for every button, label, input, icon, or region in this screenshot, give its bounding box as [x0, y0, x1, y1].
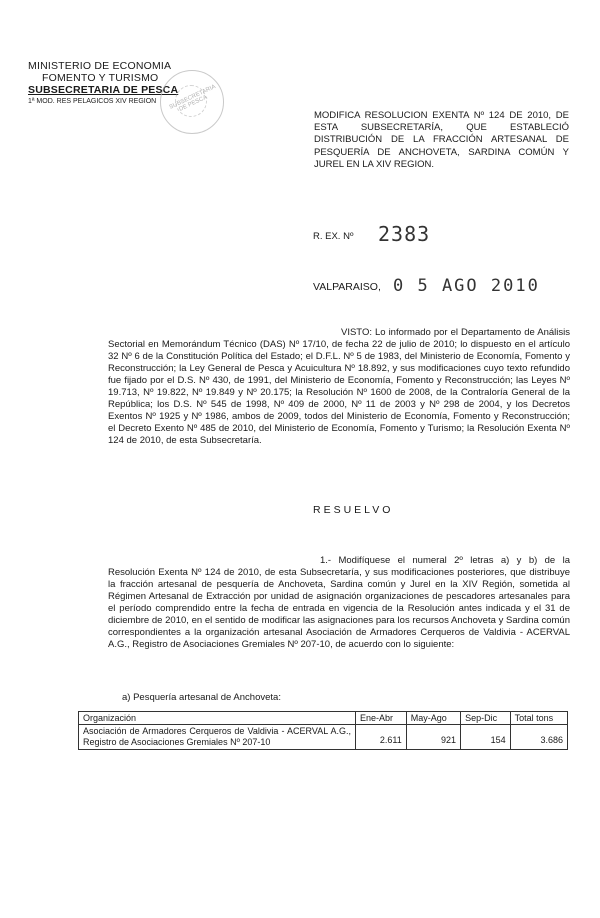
col-header-may-ago: May-Ago	[406, 712, 460, 725]
cell-total-tons: 3.686	[510, 725, 567, 750]
col-header-organizacion: Organización	[79, 712, 356, 725]
col-header-total-tons: Total tons	[510, 712, 567, 725]
cell-ene-abr: 2.611	[356, 725, 407, 750]
place: VALPARAISO,	[313, 281, 381, 293]
col-header-ene-abr: Ene-Abr	[356, 712, 407, 725]
document-reference: 1ª MOD. RES PELAGICOS XIV REGION	[28, 98, 157, 105]
ministry-line-2: FOMENTO Y TURISMO	[42, 72, 159, 84]
seal-text: SUBSECRETARIA DE PESCA	[168, 84, 217, 113]
cell-may-ago: 921	[406, 725, 460, 750]
section-a-heading: a) Pesquería artesanal de Anchoveta:	[122, 692, 281, 703]
resolution-subject: MODIFICA RESOLUCION EXENTA Nº 124 DE 2010, DE ESTA SUBSECRETARÍA, QUE ESTABLECIÓ DISTRIBUCIÓN DE LA FRACCIÓN ARTESANAL DE PESQUERÍA DE ANCHOVETA, SARDINA COMÚN Y JUREL EN LA XIV REGION.	[314, 110, 569, 170]
resuelvo-heading: RESUELVO	[313, 504, 394, 516]
table-header-row	[79, 712, 568, 725]
resolution-number-label: R. EX. Nº	[313, 231, 354, 242]
subsecretaria-name: SUBSECRETARIA DE PESCA	[28, 84, 179, 96]
allocation-table	[78, 711, 568, 750]
date-stamp: 0 5 AGO 2010	[393, 276, 540, 296]
cell-organizacion: Asociación de Armadores Cerqueros de Valdivia - ACERVAL A.G., Registro de Asociaciones Gremiales Nº 207-10	[79, 725, 356, 750]
ministry-line-1: MINISTERIO DE ECONOMIA	[28, 60, 172, 72]
visto-paragraph: VISTO: Lo informado por el Departamento de Análisis Sectorial en Memorándum Técnico (DAS) Nº 17/10, de fecha 22 de julio de 2010; lo dispuesto en el artículo 32 Nº 6 de la Constitución Política del Estado; el D.F.L. Nº 5 de 1983, del Ministerio de Economía, Fomento y Reconstrucción; la Ley General de Pesca y Acuicultura Nº 18.892, y sus modificaciones cuyo texto refundido fue fijado por el D.S. Nº 430, de 1991, del Ministerio de Economía, Fomento y Reconstrucción; las Leyes Nº 19.713, Nº 19.822, Nº 19.849 y Nº 20.175; la Resolución Nº 1600 de 2008, de la Contraloría General de la República; los D.S. Nº 545 de 1998, Nº 409 de 2000, Nº 11 de 2003 y Nº 298 de 2004, y los Decretos Exentos Nº 1925 y Nº 1986, ambos de 2009, todos del Ministerio de Economía, Fomento y Reconstrucción; el Decreto Exento Nº 485 de 2010, del Ministerio de Economía, Fomento y Turismo; la Resolución Exenta Nº 124 de 2010, de esta Subsecretaría.	[108, 327, 570, 446]
article-1-paragraph: 1.- Modifíquese el numeral 2º letras a) y b) de la Resolución Exenta Nº 124 de 2010, de esta Subsecretaría, y sus modificaciones posteriores, que distribuye la fracción artesanal de pesquería de Anchoveta, Sardina común y Jurel en la XIV Región, sometida al Régimen Artesanal de Extracción por unidad de asignación organizaciones de pescadores artesanales para el período comprendido entre la fecha de entrada en vigencia de la Resolución antes indicada y el 31 de diciembre de 2010, en el sentido de modificar las asignaciones para los recursos Anchoveta y Sardina común correspondientes a la organización artesanal Asociación de Armadores Cerqueros de Valdivia - ACERVAL A.G., Registro de Asociaciones Gremiales Nº 207-10, de acuerdo con lo siguiente:	[108, 555, 570, 650]
resolution-number: 2383	[378, 222, 431, 246]
cell-sep-dic: 154	[461, 725, 511, 750]
official-seal-stamp	[160, 70, 224, 134]
table-row	[79, 725, 568, 750]
col-header-sep-dic: Sep-Dic	[461, 712, 511, 725]
